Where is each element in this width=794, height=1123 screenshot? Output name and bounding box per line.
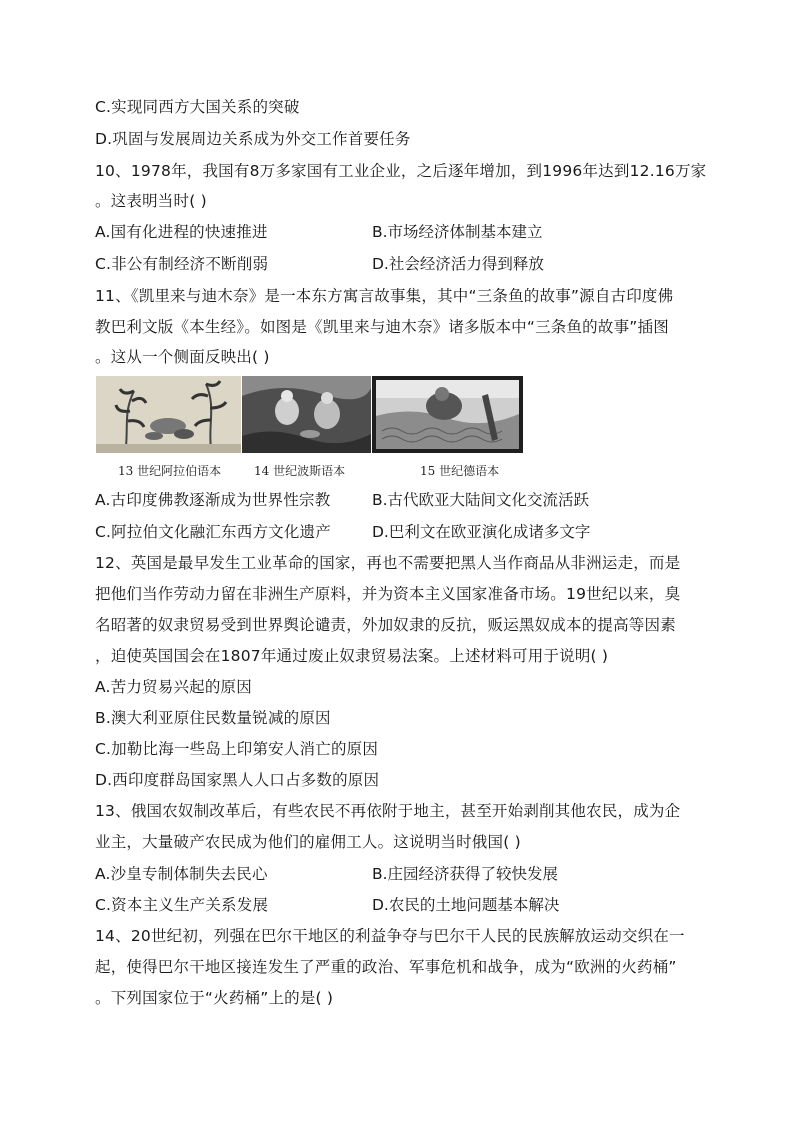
q11-stem-line3: 。这从一个侧面反映出( ) — [95, 348, 270, 366]
q12-stem-line4: ，迫使英国国会在1807年通过废止奴隶贸易法案。上述材料可用于说明( ) — [95, 647, 609, 665]
q9-option-d: D.巩固与发展周边关系成为外交工作首要任务 — [95, 130, 411, 148]
q14-stem-line2: 起，使得巴尔干地区接连发生了严重的政治、军事危机和战争，成为“欧洲的火药桶” — [95, 958, 677, 976]
q14-stem-line3: 。下列国家位于“火药桶”上的是( ) — [95, 989, 334, 1007]
q11-option-c: C.阿拉伯文化融汇东西方文化遗产 — [95, 523, 331, 541]
q13-stem-line2: 业主，大量破产农民成为他们的雇佣工人。这说明当时俄国( ) — [95, 833, 521, 851]
arabic-illustration — [96, 376, 241, 453]
q10-option-d: D.社会经济活力得到释放 — [372, 255, 544, 273]
q12-stem-line1: 12、英国是最早发生工业革命的国家，再也不需要把黑人当作商品从非洲运走，而是 — [95, 554, 681, 572]
q12-option-b: B.澳大利亚原住民数量锐减的原因 — [95, 709, 331, 727]
q13-option-a: A.沙皇专制体制失去民心 — [95, 865, 268, 883]
caption-persian: 14 世纪波斯语本 — [254, 464, 346, 478]
q12-option-d: D.西印度群岛国家黑人人口占多数的原因 — [95, 771, 380, 789]
q10-option-c: C.非公有制经济不断削弱 — [95, 255, 269, 273]
q11-option-a: A.古印度佛教逐渐成为世界性宗教 — [95, 491, 331, 509]
caption-arabic: 13 世纪阿拉伯语本 — [118, 464, 222, 478]
german-illustration — [372, 376, 523, 453]
caption-german: 15 世纪德语本 — [420, 464, 500, 478]
q14-stem-line1: 14、20世纪初，列强在巴尔干地区的利益争夺与巴尔干人民的民族解放运动交织在一 — [95, 927, 685, 945]
q12-stem-line3: 名昭著的奴隶贸易受到世界舆论谴责，外加奴隶的反抗，贩运黑奴成本的提高等因素 — [95, 616, 676, 634]
q13-stem-line1: 13、俄国农奴制改革后，有些农民不再依附于地主，甚至开始剥削其他农民，成为企 — [95, 802, 681, 820]
q10-stem-line2: 。这表明当时( ) — [95, 192, 207, 210]
persian-illustration — [242, 376, 371, 453]
q11-option-b: B.古代欧亚大陆间文化交流活跃 — [372, 491, 590, 509]
q11-option-d: D.巴利文在欧亚演化成诸多文字 — [372, 523, 591, 541]
q9-option-c: C.实现同西方大国关系的突破 — [95, 98, 300, 116]
q12-stem-line2: 把他们当作劳动力留在非洲生产原料，并为资本主义国家准备市场。19世纪以来，臭 — [95, 585, 681, 603]
q10-option-b: B.市场经济体制基本建立 — [372, 223, 543, 241]
q13-option-d: D.农民的土地问题基本解决 — [372, 896, 560, 914]
q11-stem-line2: 教巴利文版《本生经》。如图是《凯里来与迪木奈》诸多版本中“三条鱼的故事”插图 — [95, 318, 669, 336]
q12-option-c: C.加勒比海一些岛上印第安人消亡的原因 — [95, 740, 379, 758]
q13-option-b: B.庄园经济获得了较快发展 — [372, 865, 559, 883]
q10-option-a: A.国有化进程的快速推进 — [95, 223, 268, 241]
q10-stem-line1: 10、1978年，我国有8万多家国有工业企业，之后逐年增加，到1996年达到12.16万家 — [95, 162, 707, 180]
q13-option-c: C.资本主义生产关系发展 — [95, 896, 269, 914]
q12-option-a: A.苦力贸易兴起的原因 — [95, 678, 252, 696]
q11-stem-line1: 11、《凯里来与迪木奈》是一本东方寓言故事集，其中“三条鱼的故事”源自古印度佛 — [95, 287, 674, 305]
